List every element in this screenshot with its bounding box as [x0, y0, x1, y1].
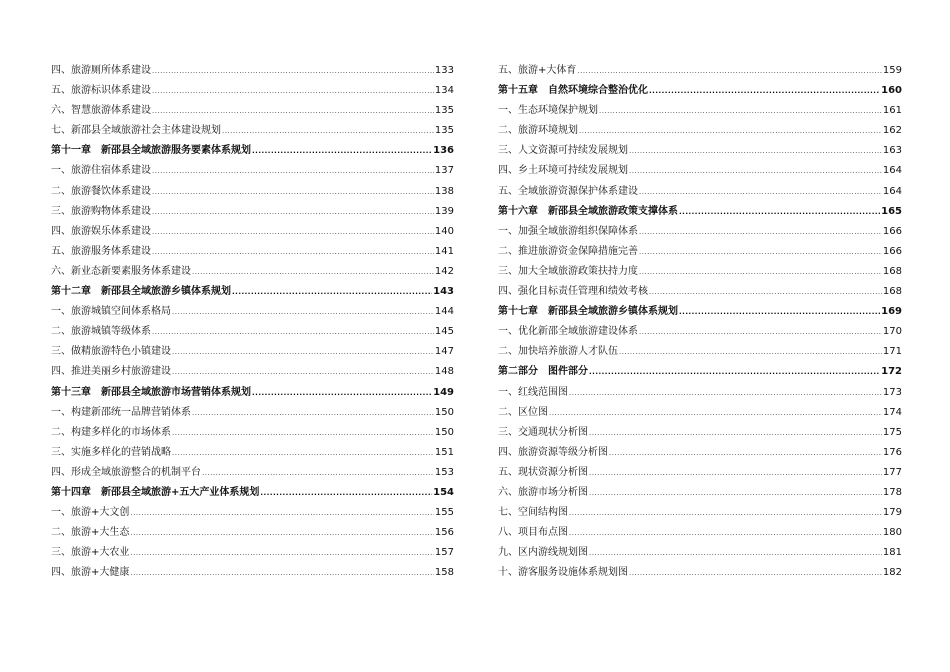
toc-page-number: 164 [882, 185, 902, 197]
toc-page-number: 165 [881, 205, 902, 217]
toc-page-number: 143 [433, 286, 454, 298]
dot-leader [192, 262, 434, 282]
toc-page-number: 157 [434, 547, 454, 559]
toc-entry-title: 二、旅游+大生态 [51, 527, 130, 539]
toc-entry[interactable] [498, 483, 902, 503]
toc-page-number: 148 [434, 366, 454, 378]
dot-leader [629, 161, 882, 181]
toc-page-number: 138 [434, 185, 454, 197]
toc-entry[interactable] [51, 101, 454, 121]
dot-leader [649, 282, 882, 302]
dot-leader [172, 302, 434, 322]
dot-leader [649, 81, 880, 101]
toc-entry-title: 五、旅游服务体系建设 [51, 245, 151, 257]
dot-leader [609, 443, 882, 463]
toc-entry-title: 六、智慧旅游体系建设 [51, 105, 151, 117]
toc-page-number: 154 [433, 486, 454, 498]
toc-page-number: 139 [434, 205, 454, 217]
toc-entry[interactable] [498, 242, 902, 262]
toc-entry-title: 十、游客服务设施体系规划图 [498, 567, 628, 579]
toc-entry[interactable] [51, 463, 454, 483]
toc-entry-title: 二、旅游城镇等级体系 [51, 326, 151, 338]
toc-entry-title: 第十六章 新邵县全域旅游政策支撑体系 [498, 205, 678, 217]
toc-entry[interactable] [51, 423, 454, 443]
toc-page-number: 182 [882, 567, 902, 579]
toc-page-number: 164 [882, 165, 902, 177]
dot-leader [629, 563, 882, 583]
toc-entry-title: 三、实施多样化的营销战略 [51, 446, 171, 458]
toc-entry-title: 一、构建新邵统一品牌营销体系 [51, 406, 191, 418]
toc-entry[interactable] [51, 543, 454, 563]
dot-leader [619, 342, 882, 362]
dot-leader [599, 101, 882, 121]
toc-page-number: 133 [434, 65, 454, 76]
toc-entry[interactable] [498, 342, 902, 362]
toc-page-number: 175 [882, 426, 902, 438]
toc-entry[interactable] [51, 342, 454, 362]
toc-page-number: 151 [434, 446, 454, 458]
toc-page-number: 166 [882, 225, 902, 237]
toc-entry-title: 第十一章 新邵县全域旅游服务要素体系规划 [51, 145, 251, 157]
toc-entry[interactable] [498, 161, 902, 181]
toc-page-number: 166 [882, 245, 902, 257]
dot-leader [589, 362, 880, 382]
dot-leader [172, 342, 434, 362]
toc-page-number: 145 [434, 326, 454, 338]
toc-entry[interactable] [498, 503, 902, 523]
toc-entry-title: 第十三章 新邵县全域旅游市场营销体系规划 [51, 386, 251, 398]
dot-leader [152, 322, 434, 342]
toc-page-number: 178 [882, 486, 902, 498]
dot-leader [589, 483, 882, 503]
toc-page-number: 161 [882, 105, 902, 117]
toc-page-number: 135 [434, 125, 454, 137]
dot-leader [549, 403, 882, 423]
toc-entry[interactable] [51, 222, 454, 242]
toc-entry-title: 一、生态环境保护规划 [498, 105, 598, 117]
dot-leader [577, 61, 882, 81]
toc-entry[interactable] [51, 523, 454, 543]
dot-leader [130, 543, 434, 563]
dot-leader [192, 403, 434, 423]
toc-entry-title: 四、旅游娱乐体系建设 [51, 225, 151, 237]
toc-entry[interactable] [498, 463, 902, 483]
toc-page-number: 144 [434, 306, 454, 318]
toc-entry-title: 三、交通现状分析图 [498, 426, 588, 438]
toc-entry-title: 五、现状资源分析图 [498, 466, 588, 478]
toc-page-number: 163 [882, 145, 902, 157]
toc-entry[interactable] [498, 423, 902, 443]
toc-entry[interactable] [51, 161, 454, 181]
dot-leader [152, 202, 434, 222]
toc-entry[interactable] [51, 202, 454, 222]
toc-page-number: 135 [434, 105, 454, 117]
toc-chapter-entry[interactable] [51, 141, 454, 161]
dot-leader [152, 161, 434, 181]
dot-leader [589, 543, 882, 563]
toc-page-number: 171 [882, 346, 902, 358]
dot-leader [152, 222, 434, 242]
toc-entry[interactable] [498, 222, 902, 242]
toc-page-number: 141 [434, 245, 454, 257]
toc-entry[interactable] [51, 302, 454, 322]
toc-entry-title: 二、构建多样化的市场体系 [51, 426, 171, 438]
dot-leader [172, 443, 434, 463]
dot-leader [639, 262, 882, 282]
toc-entry-title: 八、项目布点图 [498, 527, 568, 539]
toc-chapter-entry[interactable] [498, 362, 902, 382]
toc-page-number: 169 [881, 306, 902, 318]
toc-entry[interactable] [498, 121, 902, 141]
toc-entry-title: 一、红线范围图 [498, 386, 568, 398]
toc-entry[interactable] [498, 101, 902, 121]
toc-entry-title: 四、旅游资源等级分析图 [498, 446, 608, 458]
toc-entry-title: 二、旅游餐饮体系建设 [51, 185, 151, 197]
toc-entry[interactable] [498, 403, 902, 423]
toc-entry-title: 三、旅游+大农业 [51, 547, 130, 559]
toc-page-number: 159 [882, 65, 902, 76]
toc-entry[interactable] [498, 563, 902, 583]
toc-entry-title: 第二部分 图件部分 [498, 366, 588, 378]
toc-page-number: 134 [434, 85, 454, 97]
toc-page-number: 158 [434, 567, 454, 579]
dot-leader [130, 563, 434, 583]
toc-entry-title: 七、新邵县全域旅游社会主体建设规划 [51, 125, 221, 137]
toc-page-number: 153 [434, 466, 454, 478]
toc-entry[interactable] [51, 182, 454, 202]
toc-page-number: 155 [434, 507, 454, 519]
dot-leader [172, 423, 434, 443]
dot-leader [130, 503, 434, 523]
toc-page-number: 172 [881, 366, 902, 378]
toc-entry[interactable] [51, 362, 454, 382]
toc-entry-title: 一、旅游城镇空间体系格局 [51, 306, 171, 318]
toc-entry[interactable] [498, 383, 902, 403]
dot-leader [569, 383, 882, 403]
dot-leader [260, 483, 432, 503]
toc-entry-title: 四、强化目标责任管理和绩效考核 [498, 286, 648, 298]
toc-entry-title: 六、旅游市场分析图 [498, 486, 588, 498]
toc-entry-title: 第十五章 自然环境综合整治优化 [498, 85, 648, 97]
toc-entry-title: 五、旅游标识体系建设 [51, 85, 151, 97]
dot-leader [222, 121, 434, 141]
dot-leader [232, 282, 432, 302]
dot-leader [589, 463, 882, 483]
toc-entry-title: 三、做精旅游特色小镇建设 [51, 346, 171, 358]
toc-entry-title: 一、加强全域旅游组织保障体系 [498, 225, 638, 237]
toc-entry[interactable] [51, 262, 454, 282]
dot-leader [639, 242, 882, 262]
dot-leader [569, 523, 882, 543]
toc-entry-title: 一、优化新邵全域旅游建设体系 [498, 326, 638, 338]
toc-entry[interactable] [51, 242, 454, 262]
toc-entry[interactable] [498, 282, 902, 302]
toc-entry-title: 五、全域旅游资源保护体系建设 [498, 185, 638, 197]
toc-page-number: 149 [433, 386, 454, 398]
dot-leader [569, 503, 882, 523]
toc-entry[interactable] [51, 81, 454, 101]
dot-leader [152, 182, 434, 202]
dot-leader [152, 61, 434, 81]
toc-entry-title: 四、推进美丽乡村旅游建设 [51, 366, 171, 378]
toc-chapter-entry[interactable] [51, 282, 454, 302]
toc-page-number: 168 [882, 286, 902, 298]
toc-page-number: 137 [434, 165, 454, 177]
toc-entry-title: 四、旅游+大健康 [51, 567, 130, 579]
toc-chapter-entry[interactable] [51, 383, 454, 403]
dot-leader [679, 202, 880, 222]
dot-leader [579, 121, 882, 141]
toc-entry-title: 一、旅游住宿体系建设 [51, 165, 151, 177]
toc-page-number: 176 [882, 446, 902, 458]
toc-entry[interactable] [51, 121, 454, 141]
toc-right-column [498, 61, 902, 583]
toc-left-column [51, 61, 454, 583]
toc-chapter-entry[interactable] [498, 302, 902, 322]
toc-entry[interactable] [51, 443, 454, 463]
toc-entry[interactable] [498, 523, 902, 543]
toc-entry-title: 一、旅游+大文创 [51, 507, 130, 519]
toc-page-number: 181 [882, 547, 902, 559]
toc-entry-title: 九、区内游线规划图 [498, 547, 588, 559]
toc-page-number: 162 [882, 125, 902, 137]
toc-page-number: 168 [882, 265, 902, 277]
toc-entry-title: 四、乡土环境可持续发展规划 [498, 165, 628, 177]
dot-leader [629, 141, 882, 161]
toc-page-number: 160 [881, 85, 902, 97]
toc-page-number: 170 [882, 326, 902, 338]
toc-entry[interactable] [498, 262, 902, 282]
toc-chapter-entry[interactable] [51, 483, 454, 503]
toc-entry-title: 七、空间结构图 [498, 507, 568, 519]
dot-leader [172, 362, 434, 382]
toc-page-number: 156 [434, 527, 454, 539]
toc-entry[interactable] [498, 443, 902, 463]
toc-entry-title: 第十四章 新邵县全域旅游+五大产业体系规划 [51, 486, 260, 498]
toc-entry-title: 二、推进旅游资金保障措施完善 [498, 245, 638, 257]
toc-entry-title: 三、人文资源可持续发展规划 [498, 145, 628, 157]
toc-page-number: 180 [882, 527, 902, 539]
toc-page-number: 177 [882, 466, 902, 478]
toc-page-number: 179 [882, 507, 902, 519]
toc-entry[interactable] [51, 503, 454, 523]
toc-page-number: 140 [434, 225, 454, 237]
dot-leader [639, 322, 882, 342]
toc-page-number: 173 [882, 386, 902, 398]
toc-entry[interactable] [51, 322, 454, 342]
toc-entry-title: 四、形成全域旅游整合的机制平台 [51, 466, 201, 478]
dot-leader [639, 182, 882, 202]
dot-leader [152, 101, 434, 121]
dot-leader [152, 81, 434, 101]
toc-entry[interactable] [498, 322, 902, 342]
toc-chapter-entry[interactable] [498, 81, 902, 101]
toc-entry[interactable] [51, 61, 454, 81]
dot-leader [589, 423, 882, 443]
toc-page-number: 150 [434, 426, 454, 438]
toc-entry[interactable] [498, 182, 902, 202]
dot-leader [252, 383, 432, 403]
toc-entry-title: 四、旅游厕所体系建设 [51, 65, 151, 76]
toc-entry-title: 二、旅游环境规划 [498, 125, 578, 137]
toc-entry-title: 三、旅游购物体系建设 [51, 205, 151, 217]
toc-page-number: 147 [434, 346, 454, 358]
toc-entry[interactable] [498, 61, 902, 81]
dot-leader [130, 523, 434, 543]
dot-leader [639, 222, 882, 242]
dot-leader [202, 463, 434, 483]
dot-leader [252, 141, 432, 161]
toc-entry-title: 第十二章 新邵县全域旅游乡镇体系规划 [51, 286, 231, 298]
toc-chapter-entry[interactable] [498, 202, 902, 222]
toc-entry[interactable] [51, 563, 454, 583]
toc-page-number: 150 [434, 406, 454, 418]
toc-entry-title: 五、旅游+大体育 [498, 65, 577, 76]
toc-entry-title: 二、区位图 [498, 406, 548, 418]
toc-page-number: 174 [882, 406, 902, 418]
toc-entry-title: 第十七章 新邵县全域旅游乡镇体系规划 [498, 306, 678, 318]
dot-leader [679, 302, 880, 322]
toc-entry[interactable] [51, 403, 454, 423]
toc-entry-title: 三、加大全域旅游政策扶持力度 [498, 265, 638, 277]
toc-entry[interactable] [498, 141, 902, 161]
toc-entry[interactable] [498, 543, 902, 563]
toc-entry-title: 二、加快培养旅游人才队伍 [498, 346, 618, 358]
toc-page-number: 142 [434, 265, 454, 277]
dot-leader [152, 242, 434, 262]
toc-page-number: 136 [433, 145, 454, 157]
toc-entry-title: 六、新业态新要素服务体系建设 [51, 265, 191, 277]
